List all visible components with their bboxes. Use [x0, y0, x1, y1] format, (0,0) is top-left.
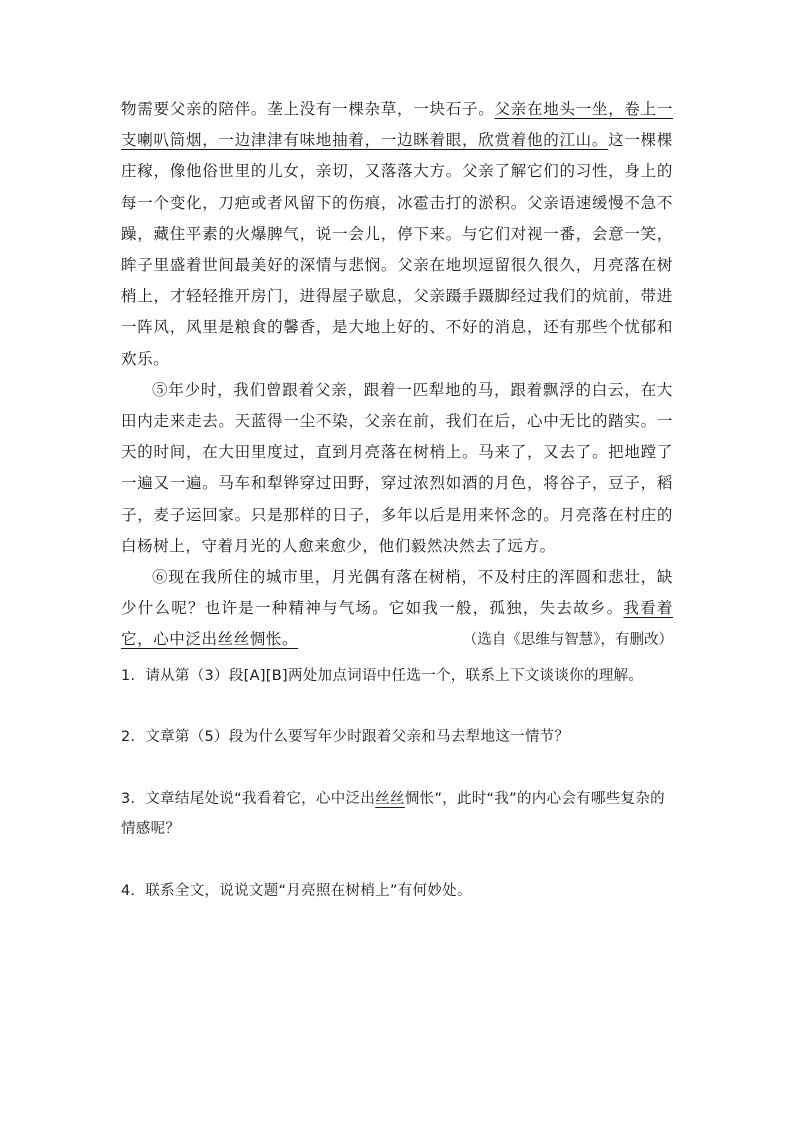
- question-text-pre: 文章结尾处说“我看着它，心中泛出: [145, 791, 376, 807]
- source-citation: （选自《思维与智慧》，有删改）: [462, 632, 673, 648]
- question-number: 2．: [121, 729, 146, 745]
- question-text: 请从第（3）段[A][B]两处加点词语中任选一个，联系上下文谈谈你的理解。: [145, 668, 644, 684]
- question-text-post: 惆怅”，此时“我”的内心会有哪些复杂的情感呢？: [121, 791, 665, 837]
- question-2: [121, 722, 673, 752]
- question-number: 3．: [121, 791, 146, 807]
- question-1: [121, 661, 673, 691]
- paragraph-6-text-pre: ⑥现在我所住的城市里，月光偶有落在树梢，不及村庄的浑圆和悲壮，缺少什么呢？也许是一种精神与气场。它如我一般，孤独，失去故乡。: [121, 568, 673, 618]
- paragraph-4-text-pre: 物需要父亲的陪伴。垄上没有一棵杂草，一块石子。: [121, 100, 495, 118]
- reading-passage: [121, 94, 673, 656]
- paragraph-4-text-post: 这一棵棵庄稼，像他俗世里的儿女，亲切，又落落大方。父亲了解它们的习性，身上的每一个变化，刀疤或者风留下的伤痕，冰雹击打的淤积。父亲语速缓慢不急不躁，藏住平素的火爆脾气，说一会儿，停下来。与它们对视一番，会意一笑，眸子里盛着世间最美好的深情与悲悯。父亲在地坝逗留很久很久，月亮落在树梢上，才轻轻推开房门，进得屋子歇息，父亲蹑手蹑脚经过我们的炕前，带进一阵风，风里是粮食的馨香，是大地上好的、不好的消息，还有那些个忧郁和欢乐。: [121, 131, 673, 368]
- paragraph-4-underlined-sentence: 父亲在地头一坐，卷上一支喇叭筒烟，一边津津有味地抽着，一边眯着眼，欣赏着他的江山。: [121, 100, 673, 150]
- question-number: 4．: [121, 883, 146, 899]
- question-text: 联系全文，说说文题“月亮照在树梢上”有何妙处。: [145, 883, 472, 899]
- paragraph-4-continuation: [121, 94, 673, 375]
- question-number: 1．: [121, 668, 146, 684]
- paragraph-6-underlined-sentence: 我看着它，心中泛出丝丝惆怅。: [121, 599, 673, 649]
- question-3: [121, 784, 673, 844]
- question-4: [121, 876, 673, 906]
- question-text-underlined: 丝丝: [375, 791, 405, 807]
- question-text: 文章第（5）段为什么要写年少时跟着父亲和马去犁地这一情节？: [145, 729, 570, 745]
- paragraph-5: ⑤年少时，我们曾跟着父亲，跟着一匹犁地的马，跟着飘浮的白云，在大田内走来走去。天蓝得一尘不染，父亲在前，我们在后，心中无比的踏实。一天的时间，在大田里度过，直到月亮落在树梢上。马来了，又去了。把地蹚了一遍又一遍。马车和犁铧穿过田野，穿过浓烈如酒的月色，将谷子，豆子，稻子，麦子运回家。只是那样的日子，多年以后是用来怀念的。月亮落在村庄的白杨树上，守着月光的人愈来愈少，他们毅然决然去了远方。: [121, 380, 673, 555]
